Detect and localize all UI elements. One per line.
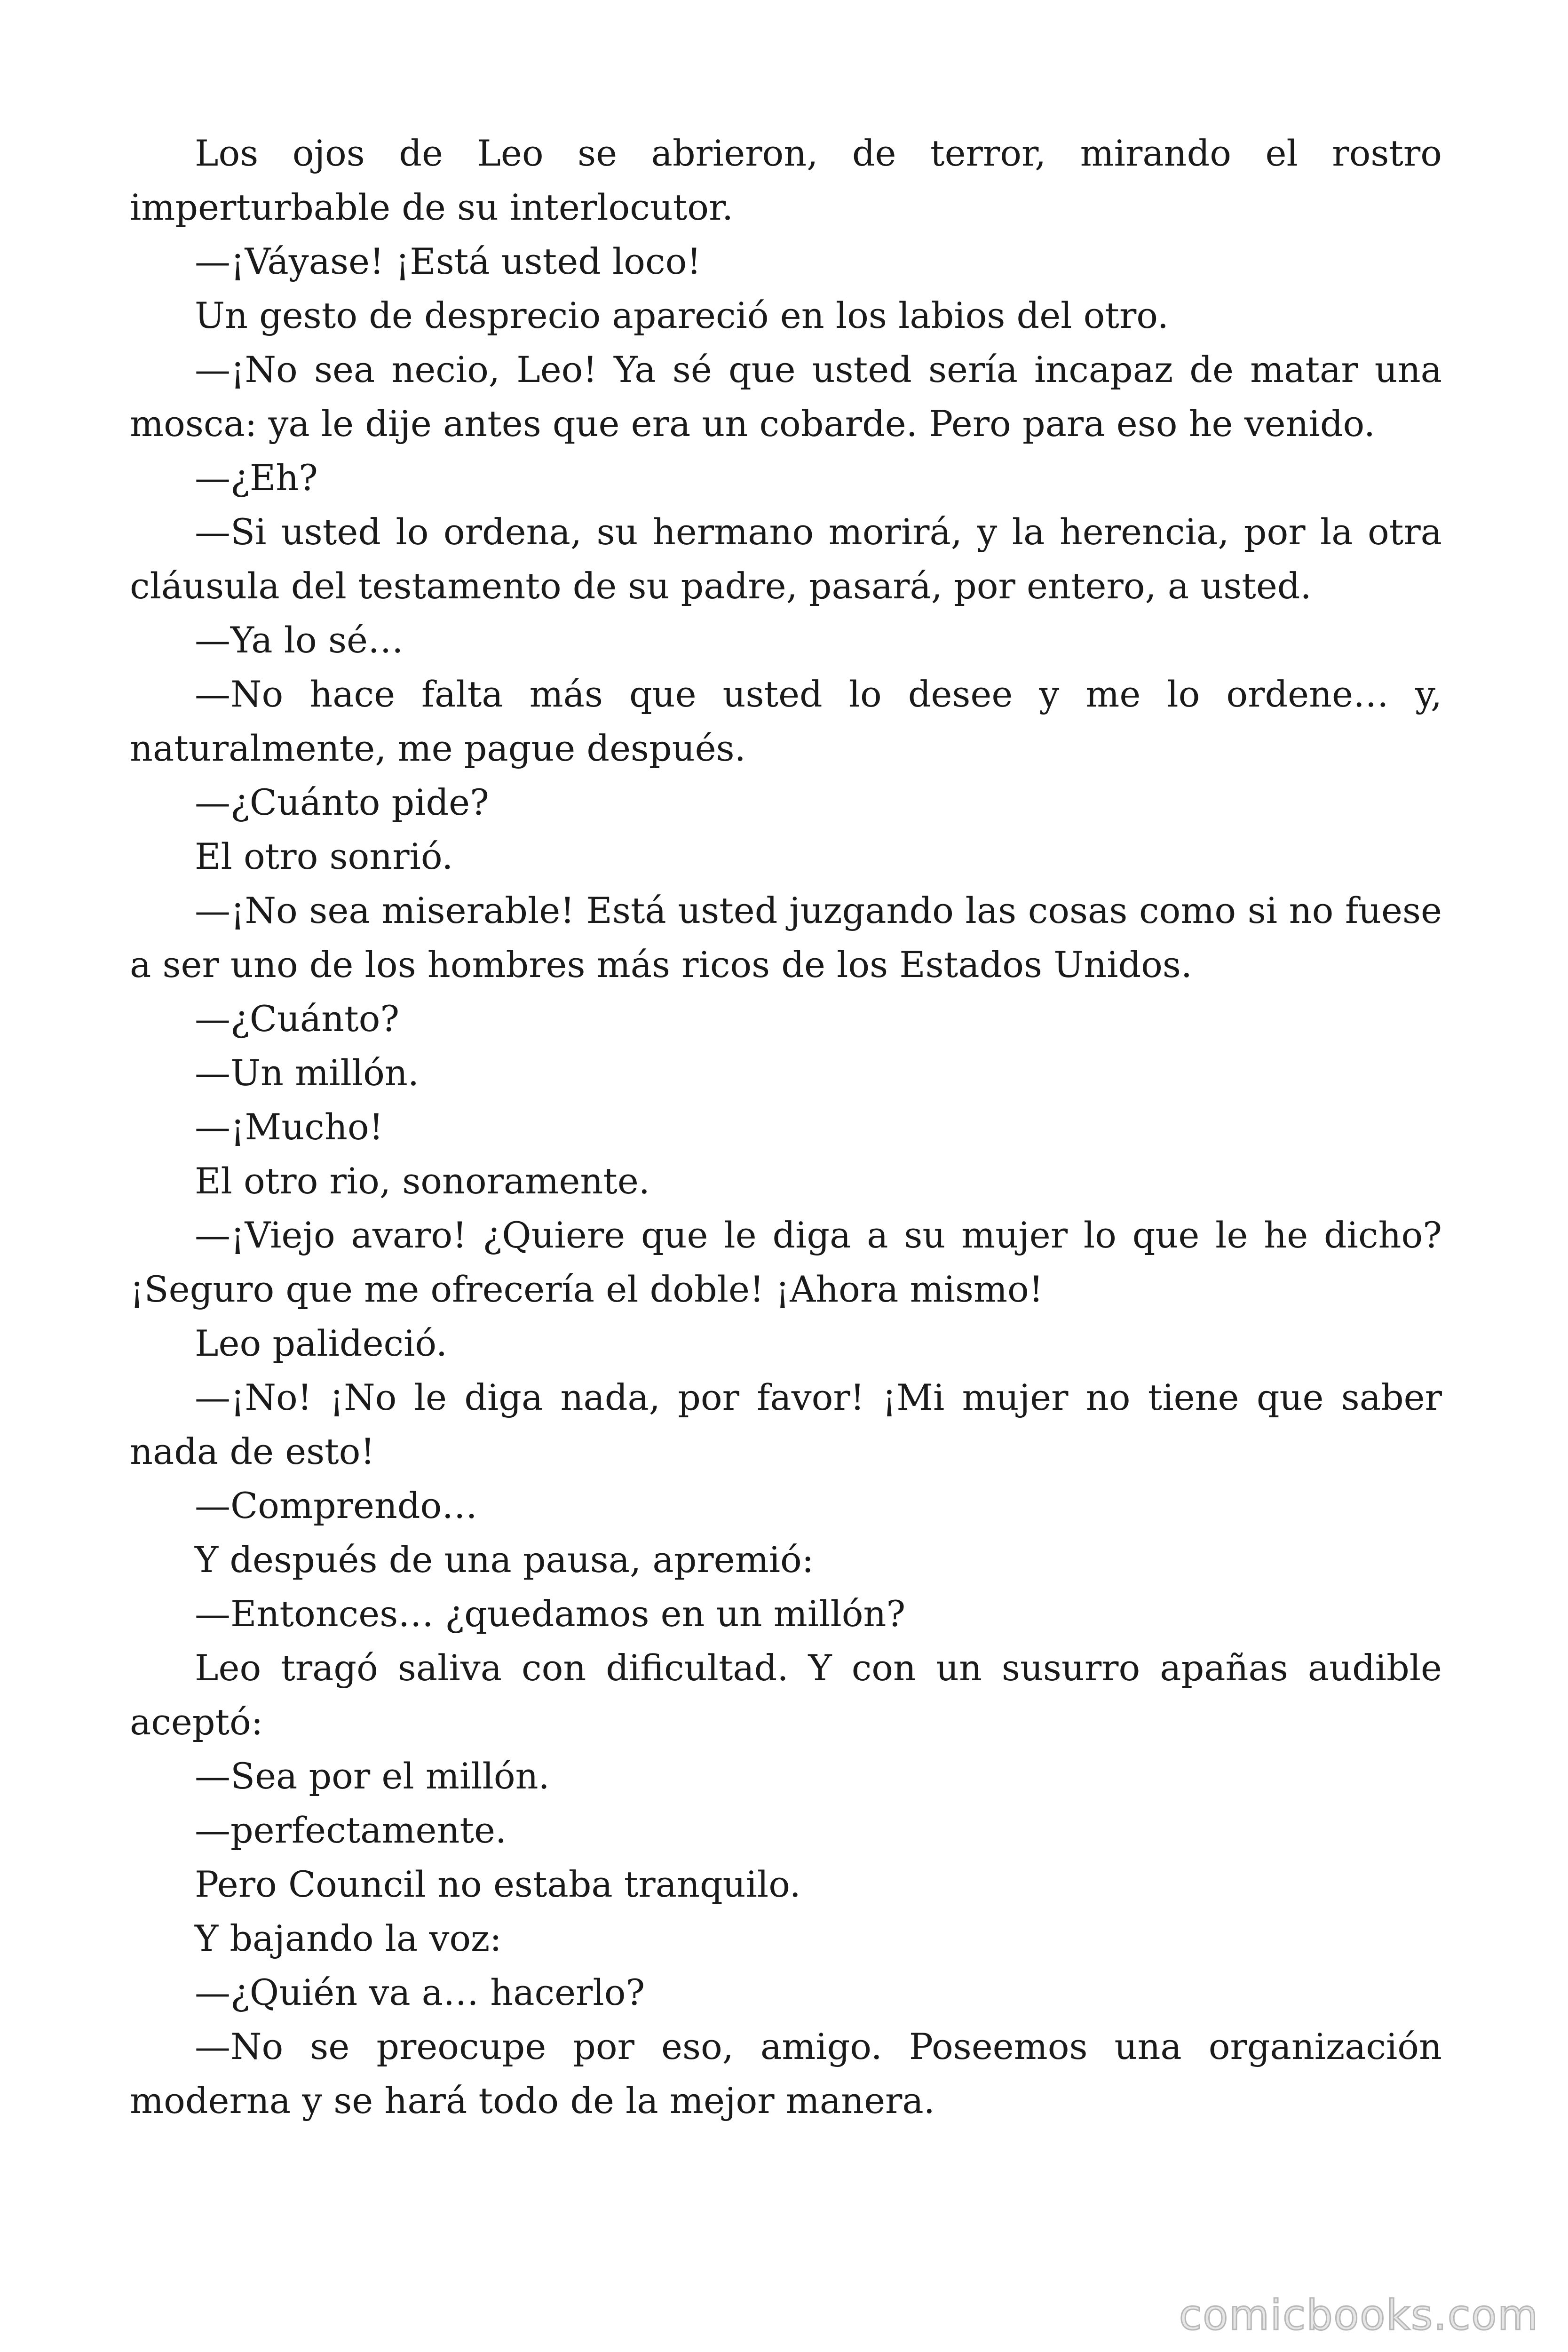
paragraph: —¡Mucho!	[195, 1106, 384, 1148]
paragraph: —Sea por el millón.	[195, 1755, 550, 1797]
paragraph: El otro sonrió.	[195, 835, 453, 877]
paragraph: —¡No! ¡No le diga nada, por favor! ¡Mi mujer no tiene que saber nada de esto!	[130, 1376, 1442, 1472]
paragraph: —¿Cuánto pide?	[195, 781, 489, 823]
paragraph: —No hace falta más que usted lo desee y me lo ordene… y, naturalmente, me pague después.	[130, 673, 1442, 769]
paragraph: —¿Eh?	[195, 457, 318, 499]
paragraph: —No se preocupe por eso, amigo. Poseemos una organización moderna y se hará todo de la mejor manera.	[130, 2026, 1442, 2122]
paragraph: —Entonces… ¿quedamos en un millón?	[195, 1593, 906, 1635]
paragraph: —perfectamente.	[195, 1809, 507, 1851]
paragraph: Y bajando la voz:	[195, 1917, 502, 1959]
paragraph: —Un millón.	[195, 1052, 420, 1094]
paragraph: Pero Council no estaba tranquilo.	[195, 1863, 801, 1905]
paragraph: —Si usted lo ordena, su hermano morirá, y la herencia, por la otra cláusula del testamento de su padre, pasará, por entero, a usted.	[130, 511, 1442, 607]
paragraph: —¡No sea miserable! Está usted juzgando las cosas como si no fuese a ser uno de los hombres más ricos de los Estados Unidos.	[130, 890, 1442, 985]
page-text-body	[130, 126, 1442, 2128]
paragraph: Los ojos de Leo se abrieron, de terror, mirando el rostro imperturbable de su interlocutor.	[130, 132, 1442, 228]
paragraph: —¡No sea necio, Leo! Ya sé que usted sería incapaz de matar una mosca: ya le dije antes que era un cobarde. Pero para eso he venido.	[130, 349, 1442, 445]
paragraph: Y después de una pausa, apremió:	[195, 1539, 814, 1581]
paragraph: El otro rio, sonoramente.	[195, 1160, 650, 1202]
watermark: comicbooks.com	[1179, 2291, 1539, 2339]
paragraph: Leo palideció.	[195, 1322, 448, 1364]
paragraph: —¿Quién va a… hacerlo?	[195, 1971, 645, 2013]
paragraph: —Ya lo sé…	[195, 619, 404, 661]
paragraph: Leo tragó saliva con dificultad. Y con un susurro apañas audible aceptó:	[130, 1647, 1442, 1743]
paragraph: —¡Váyase! ¡Está usted loco!	[195, 240, 701, 282]
paragraph: —¡Viejo avaro! ¿Quiere que le diga a su mujer lo que le he dicho? ¡Seguro que me ofrecería el doble! ¡Ahora mismo!	[130, 1214, 1442, 1310]
paragraph: —¿Cuánto?	[195, 998, 400, 1040]
paragraph: —Comprendo…	[195, 1485, 478, 1526]
paragraph: Un gesto de desprecio apareció en los labios del otro.	[195, 294, 1169, 336]
